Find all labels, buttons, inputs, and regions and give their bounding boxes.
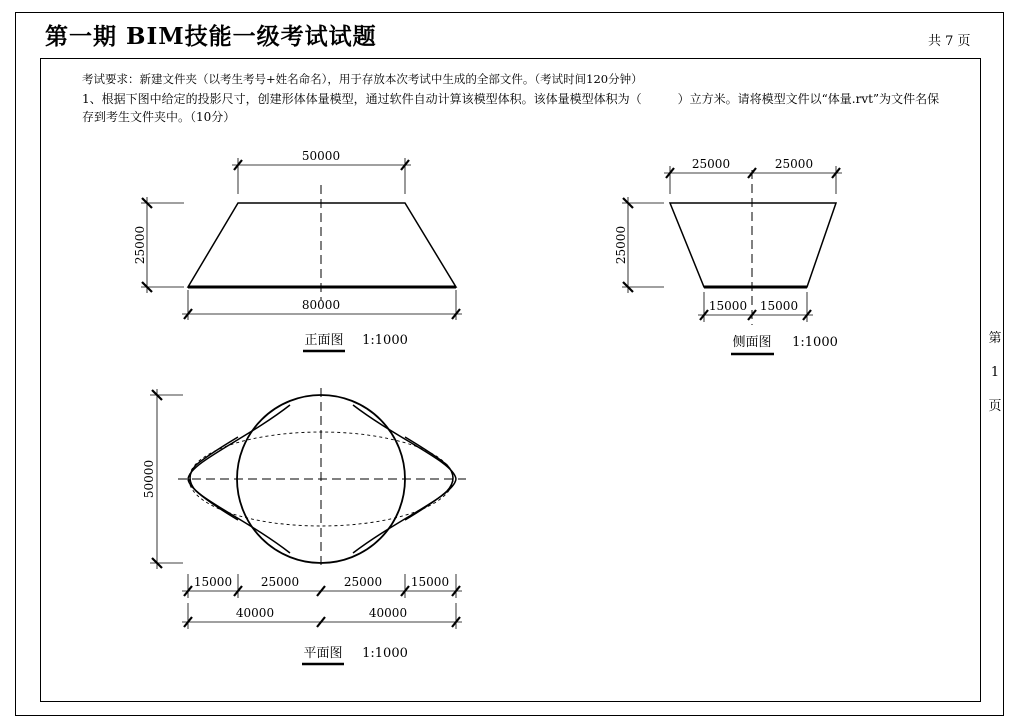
plan-row2-dim-text: 40000	[368, 606, 408, 620]
front-top-dim-text: 50000	[301, 149, 341, 163]
exam-requirements: 考试要求：新建文件夹（以考生考号+姓名命名），用于存放本次考试中生成的全部文件。（考试时间120分钟）	[82, 72, 643, 86]
plan-view	[150, 388, 466, 629]
side-height-dim-text: 25000	[614, 225, 628, 265]
plan-view-label: 平面图	[303, 646, 343, 661]
front-height-dim-text: 25000	[133, 225, 147, 265]
plan-tangent-line	[188, 405, 290, 479]
side-top-left-dim-text: 25000	[691, 157, 731, 171]
side-view-outline	[670, 203, 836, 287]
side-page-char: 页	[988, 399, 1002, 414]
total-pages: 共 7 页	[928, 34, 971, 49]
plan-row1-dim-text: 15000	[193, 575, 233, 589]
side-bottom-left-dim-text: 15000	[708, 299, 748, 313]
side-page-char: 第	[988, 331, 1002, 346]
plan-row1-dim-text: 25000	[260, 575, 300, 589]
front-view-outline	[188, 203, 456, 287]
front-view	[141, 158, 462, 320]
page-title: 第一期 BIM技能一级考试试题	[45, 23, 377, 50]
front-view-label: 正面图	[304, 333, 344, 348]
plan-height-dim-text: 50000	[142, 459, 156, 499]
plan-tangent-line	[188, 479, 290, 553]
side-view-scale: 1:1000	[792, 335, 838, 350]
question-1: 1、根据下图中给定的投影尺寸，创建形体体量模型，通过软件自动计算该模型体积。该体量模型体积为（ ）立方米。请将模型文件以“体量.rvt”为文件名保存到考生文件夹中。（10分）	[82, 92, 940, 124]
side-bottom-right-dim-text: 15000	[759, 299, 799, 313]
side-top-right-dim-text: 25000	[774, 157, 814, 171]
plan-view-scale: 1:1000	[362, 646, 408, 661]
plan-row2-dim-text: 40000	[235, 606, 275, 620]
plan-row1-dim-text: 25000	[343, 575, 383, 589]
front-view-scale: 1:1000	[362, 333, 408, 348]
front-bottom-dim-text: 80000	[301, 298, 341, 312]
plan-row1-dim-text: 15000	[410, 575, 450, 589]
side-view-label: 侧面图	[732, 335, 772, 350]
side-page-char: 1	[990, 365, 1000, 380]
